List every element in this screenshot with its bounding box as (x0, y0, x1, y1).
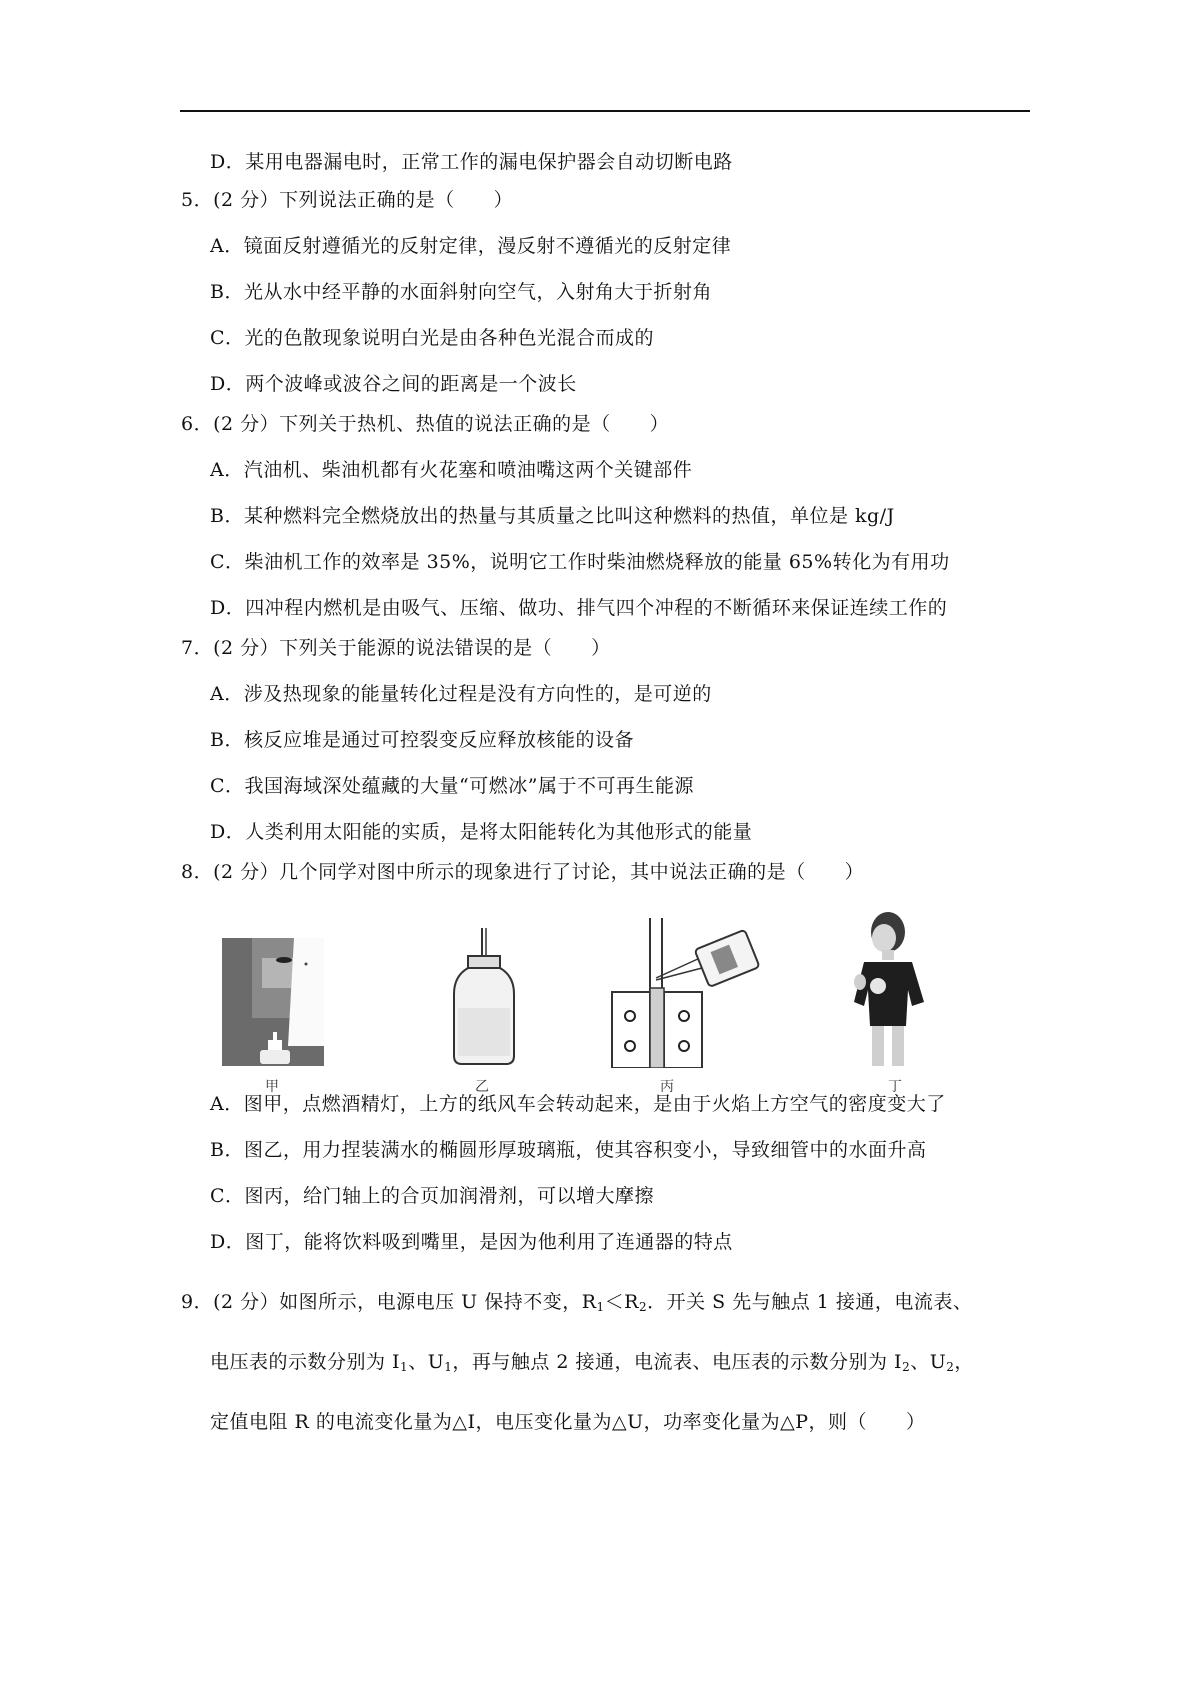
caption-yi: 乙 (475, 1079, 489, 1095)
caption-jia: 甲 (265, 1079, 279, 1095)
q7-option-d: D．人类利用太阳能的实质，是将太阳能转化为其他形式的能量 (210, 821, 753, 843)
q5-option-b: B．光从水中经平静的水面斜射向空气，入射角大于折射角 (210, 281, 712, 303)
header-rule (180, 110, 1030, 112)
q9-stem-line-2: 电压表的示数分别为 $I_1$、$U_1$，再与触点 2 接通，电流表、电压表的示数分别为 $I_2$、$U_2$， (210, 1351, 974, 1374)
q6-option-c: C．柴油机工作的效率是 35%，说明它工作时柴油燃烧释放的能量 65%转化为有用功 (210, 551, 950, 573)
q4-option-d: D．某用电器漏电时，正常工作的漏电保护器会自动切断电路 (210, 151, 733, 173)
q5-stem: 5．(2 分）下列说法正确的是（ ） (181, 189, 514, 211)
q8-option-c: C．图丙，给门轴上的合页加润滑剂，可以增大摩擦 (210, 1185, 655, 1207)
caption-bing: 丙 (660, 1079, 674, 1095)
q6-option-d: D．四冲程内燃机是由吸气、压缩、做功、排气四个冲程的不断循环来保证连续工作的 (210, 597, 948, 619)
q6-option-a: A．汽油机、柴油机都有火花塞和喷油嘴这两个关键部件 (210, 459, 693, 481)
q8-option-a: A．图甲，点燃酒精灯，上方的纸风车会转动起来，是由于火焰上方空气的密度变大了 (210, 1093, 946, 1115)
q8-option-d: D．图丁，能将饮料吸到嘴里，是因为他利用了连通器的特点 (210, 1231, 733, 1253)
q7-stem: 7．(2 分）下列关于能源的说法错误的是（ ） (181, 637, 611, 659)
q5-option-c: C．光的色散现象说明白光是由各种色光混合而成的 (210, 327, 655, 349)
q6-option-b: B．某种燃料完全燃烧放出的热量与其质量之比叫这种燃料的热值，单位是 kg/J (210, 505, 895, 527)
q9-stem-line-1: 9．(2 分）如图所示，电源电压 U 保持不变，$R_1<R_2$．开关 S 先与触点 1 接通，电流表、 (181, 1291, 973, 1314)
q7-option-b: B．核反应堆是通过可控裂变反应释放核能的设备 (210, 729, 634, 751)
q7-option-c: C．我国海域深处蕴藏的大量“可燃冰”属于不可再生能源 (210, 775, 694, 797)
figure-bing-door-hinge (610, 918, 760, 1068)
q8-option-b: B．图乙，用力捏装满水的椭圆形厚玻璃瓶，使其容积变小，导致细管中的水面升高 (210, 1139, 927, 1161)
figure-jia-alcohol-lamp (222, 938, 324, 1066)
figure-yi-glass-bottle (444, 928, 520, 1068)
q5-option-a: A．镜面反射遵循光的反射定律，漫反射不遵循光的反射定律 (210, 235, 732, 257)
q6-stem: 6．(2 分）下列关于热机、热值的说法正确的是（ ） (181, 413, 670, 435)
q7-option-a: A．涉及热现象的能量转化过程是没有方向性的，是可逆的 (210, 683, 712, 705)
figure-ding-boy-drinking (842, 906, 932, 1066)
caption-ding: 丁 (888, 1079, 902, 1095)
q8-stem: 8．(2 分）几个同学对图中所示的现象进行了讨论，其中说法正确的是（ ） (181, 861, 865, 883)
q5-option-d: D．两个波峰或波谷之间的距离是一个波长 (210, 373, 577, 395)
q9-stem-line-3: 定值电阻 R 的电流变化量为△I，电压变化量为△U，功率变化量为△P，则（ ） (210, 1411, 926, 1433)
